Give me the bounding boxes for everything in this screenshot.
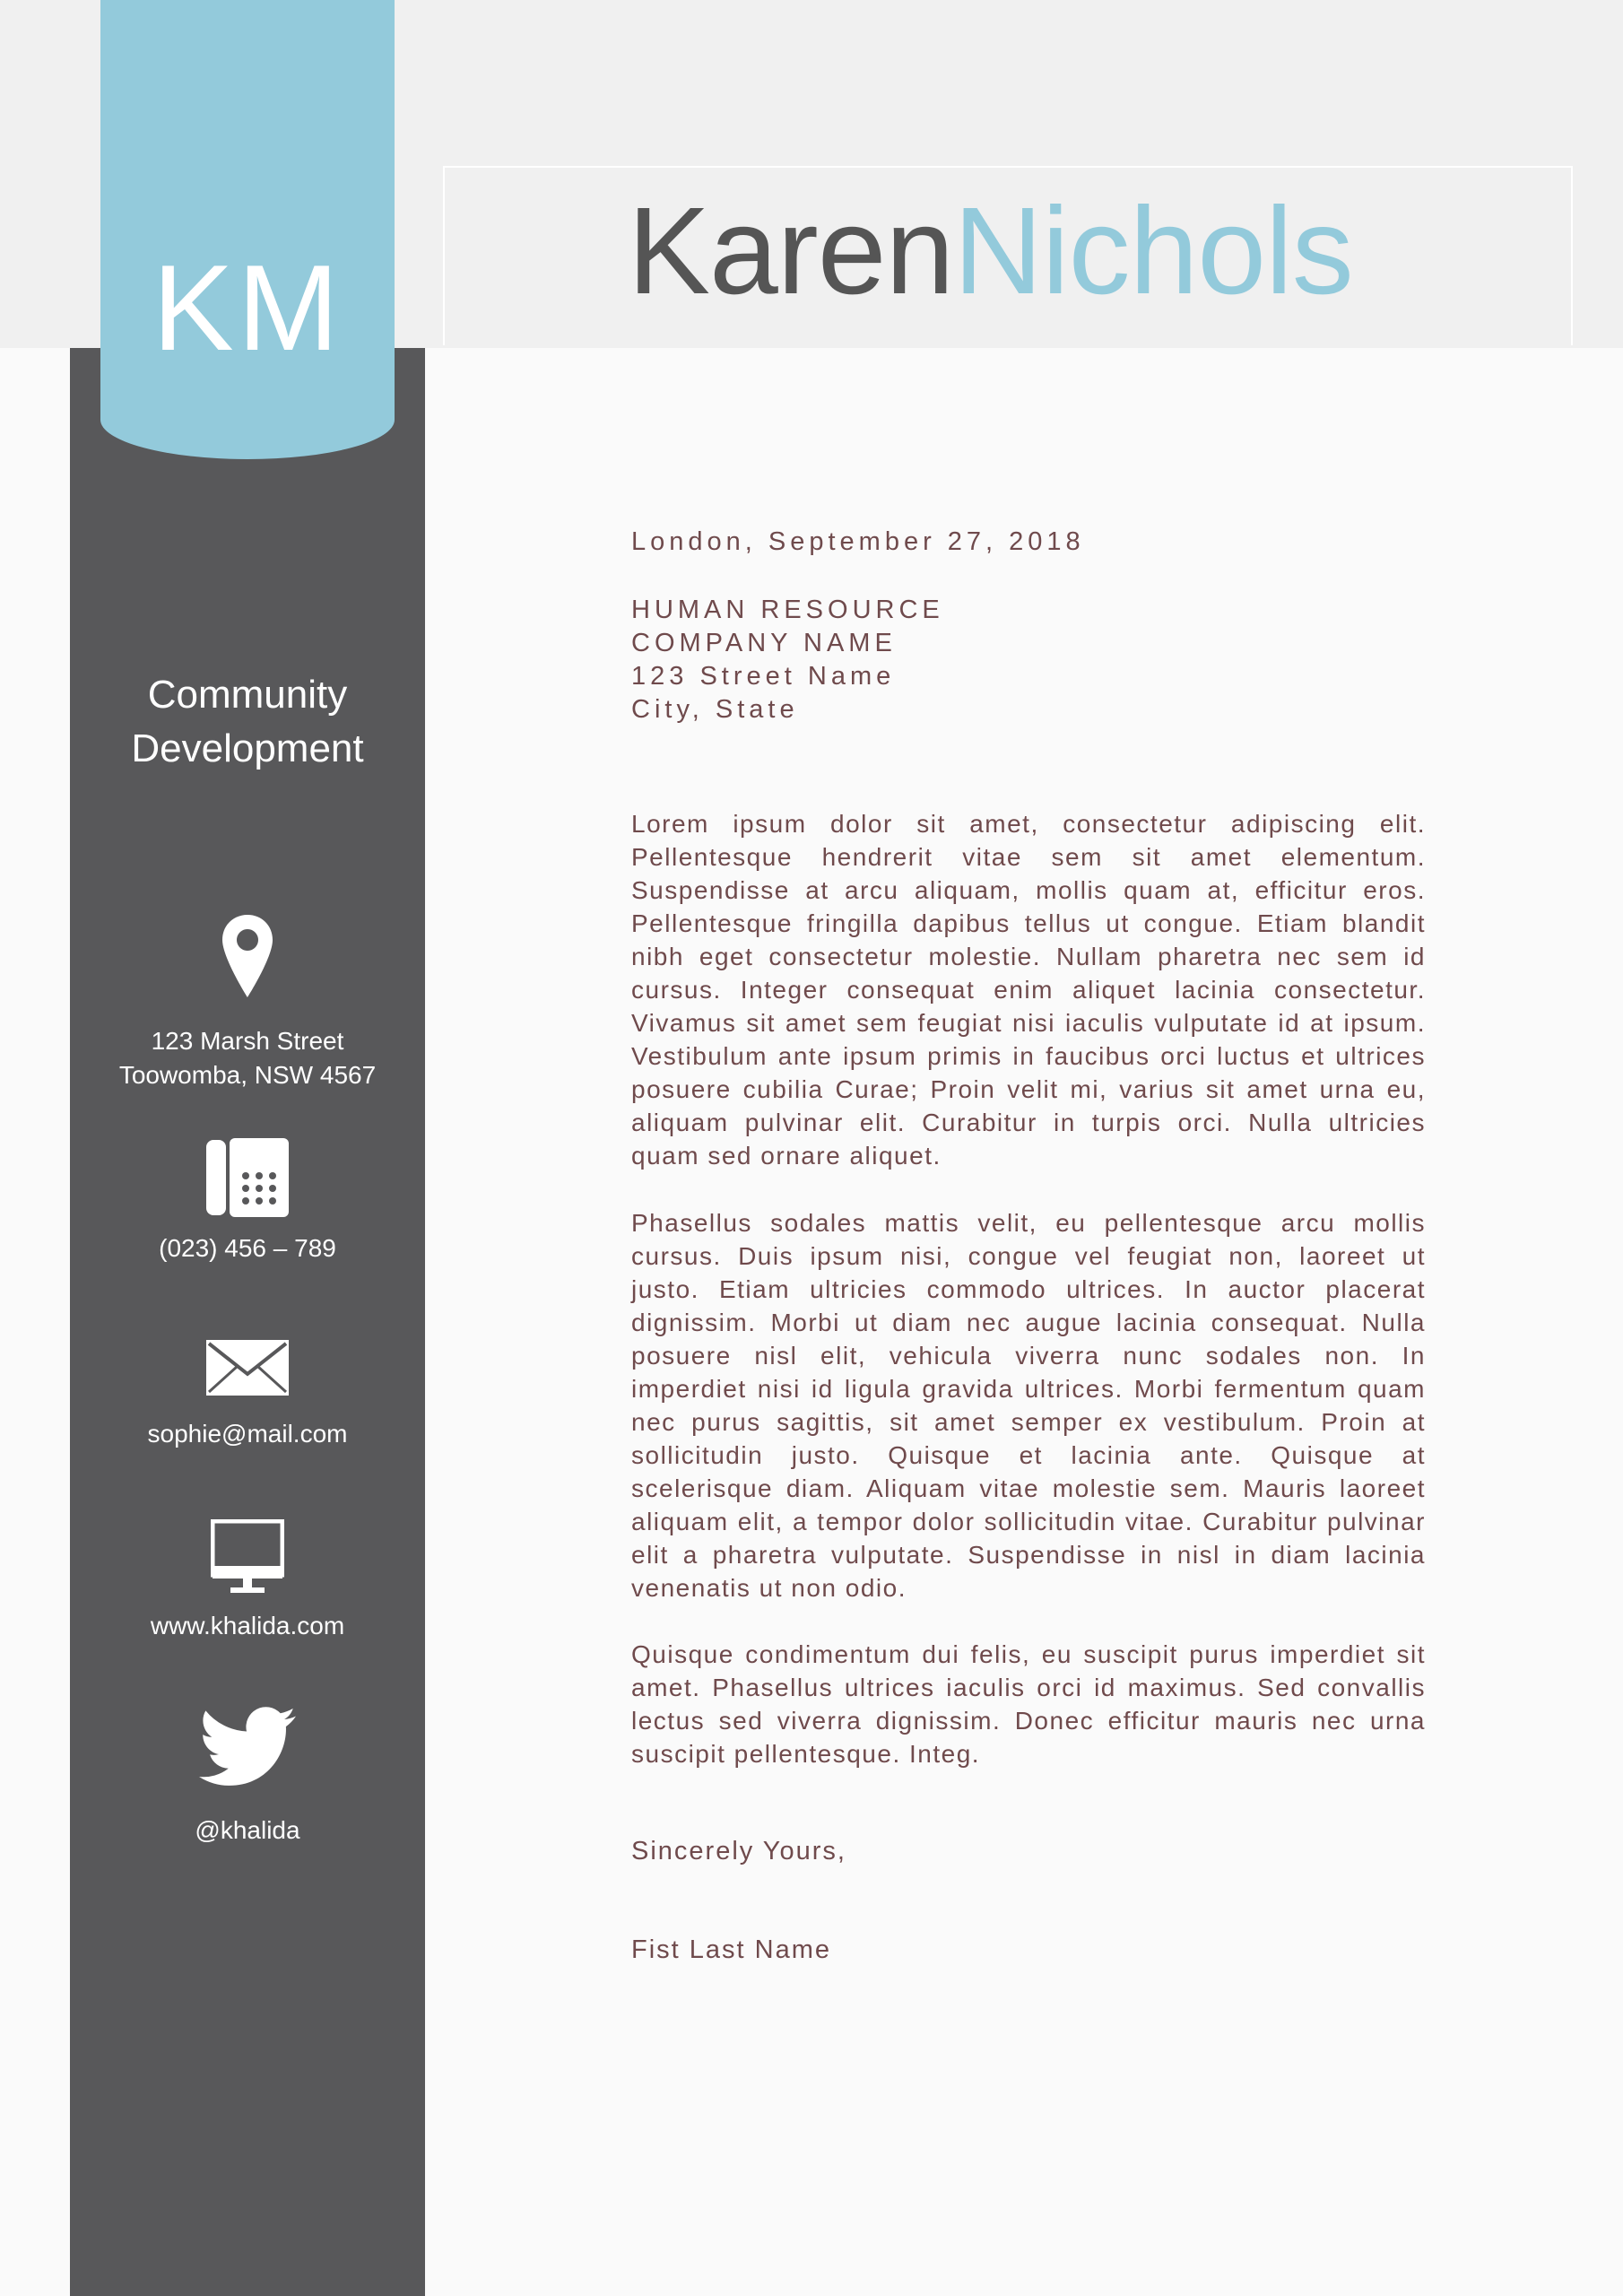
last-name: Nichols bbox=[953, 182, 1353, 320]
phone-icon bbox=[206, 1136, 289, 1219]
body-paragraph: Quisque condimentum dui felis, eu suscipit purus imperdiet sit amet. Phasellus ultrices iaculis orci id maximus. Sed convallis lectus sed viverra dignissim. Donec efficitur mauris nec urna suscipit pellentesque. Integ. bbox=[631, 1640, 1426, 1768]
contact-email bbox=[70, 1340, 425, 1451]
tagline-line: Development bbox=[131, 726, 364, 770]
contact-phone bbox=[70, 1136, 425, 1265]
closing-line: Sincerely Yours, bbox=[631, 1837, 846, 1866]
body-paragraph: Phasellus sodales mattis velit, eu pellentesque arcu mollis cursus. Duis ipsum nisi, congue vel feugiat non, laoreet ut justo. Etiam ultricies commodo ultrices. In auctor placerat dignissim. Morbi ut diam nec augue lacinia consequat. Nulla posuere nisl elit, vehicula viverra nunc sodales non. In imperdiet nisi id ligula gravida ultrices. Morbi fermentum quam nec purus sagittis, sit amet semper ex vestibulum. Proin at sollicitudin justo. Quisque et lacinia ante. Quisque at scelerisque diam. Aliquam vitae molestie sem. Mauris laoreet aliquam elit, a tempor dolor sollicitudin vitae. Curabitur pulvinar elit a pharetra vulputate. Suspendisse in nisl in diam lacinia venenatis ut non odio. bbox=[631, 1209, 1426, 1602]
recipient-line: 123 Street Name bbox=[631, 662, 896, 691]
address-line: 123 Marsh Street bbox=[151, 1027, 344, 1055]
recipient-line: HUMAN RESOURCE bbox=[631, 596, 944, 624]
phone-number: (023) 456 – 789 bbox=[159, 1234, 336, 1262]
letter-date: London, September 27, 2018 bbox=[631, 527, 1085, 556]
signature-name: Fist Last Name bbox=[631, 1935, 831, 1964]
page-title bbox=[628, 184, 1353, 318]
twitter-handle: @khalida bbox=[195, 1816, 300, 1844]
tagline-line: Community bbox=[147, 673, 348, 717]
website-url: www.khalida.com bbox=[150, 1612, 345, 1639]
envelope-icon bbox=[206, 1340, 289, 1396]
monogram-badge bbox=[100, 0, 395, 459]
monogram-initials: KM bbox=[152, 239, 343, 376]
contact-website bbox=[70, 1519, 425, 1643]
recipient-line: COMPANY NAME bbox=[631, 629, 897, 657]
first-name: Karen bbox=[628, 182, 954, 320]
sidebar bbox=[70, 348, 425, 2296]
recipient-address bbox=[631, 594, 1426, 726]
body-paragraph: Lorem ipsum dolor sit amet, consectetur adipiscing elit. Pellentesque hendrerit vitae sem sit amet elementum. Suspendisse at arcu aliquam, mollis quam at, efficitur eros. Pellentesque fringilla dapibus tellus ut congue. Etiam blandit nibh eget consectetur molestie. Nullam pharetra nec sem id cursus. Integer consequat enim aliquet lacinia consectetur. Vivamus sit amet sem feugiat nisi iaculis vulputate id at ipsum. Vestibulum ante ipsum primis in faucibus orci luctus et ultrices posuere cubilia Curae; Proin velit mi, varius sit amet urna eu, aliquam pulvinar elit. Curabitur in turpis orci. Nulla ultricies quam sed ornare aliquet. bbox=[631, 810, 1426, 1170]
sidebar-tagline bbox=[70, 668, 425, 776]
address-line: Toowomba, NSW 4567 bbox=[118, 1061, 377, 1089]
contact-twitter bbox=[70, 1706, 425, 1848]
location-pin-icon bbox=[221, 913, 274, 999]
twitter-bird-icon bbox=[199, 1706, 296, 1788]
email-address: sophie@mail.com bbox=[147, 1420, 348, 1448]
contact-address bbox=[70, 913, 425, 1092]
recipient-line: City, State bbox=[631, 695, 799, 724]
monitor-icon bbox=[211, 1519, 284, 1595]
